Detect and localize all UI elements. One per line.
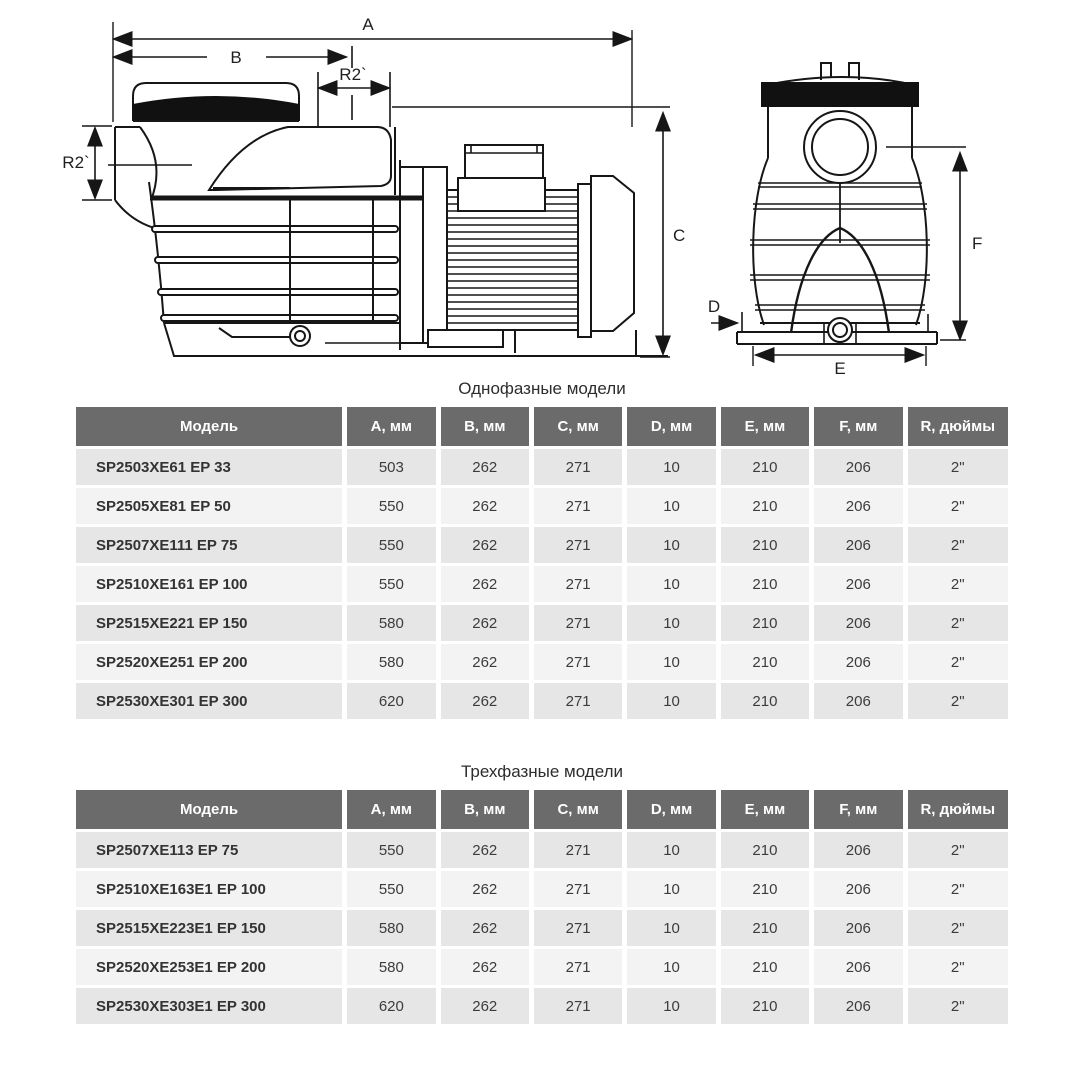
table-row	[76, 871, 1008, 907]
dimension-value-cell: 206	[814, 683, 902, 719]
dimension-value-cell: 206	[814, 871, 902, 907]
dimension-value-cell: 210	[721, 832, 809, 868]
model-name-cell: SP2507XE111 EP 75	[76, 527, 342, 563]
column-header: E, мм	[721, 407, 809, 446]
dimension-value-cell: 2"	[908, 949, 1008, 985]
dimension-value-cell: 2"	[908, 527, 1008, 563]
column-header: A, мм	[347, 790, 435, 829]
header-row	[76, 407, 1008, 446]
dimension-value-cell: 271	[534, 910, 622, 946]
dimension-value-cell: 10	[627, 605, 715, 641]
dimension-value-cell: 580	[347, 605, 435, 641]
dimension-value-cell: 206	[814, 910, 902, 946]
header-row	[76, 790, 1008, 829]
dimension-value-cell: 262	[441, 683, 529, 719]
dimension-value-cell: 2"	[908, 871, 1008, 907]
column-header: R, дюймы	[908, 407, 1008, 446]
column-header: B, мм	[441, 407, 529, 446]
dimension-value-cell: 262	[441, 910, 529, 946]
dimension-value-cell: 2"	[908, 832, 1008, 868]
dimension-value-cell: 210	[721, 644, 809, 680]
dimension-value-cell: 210	[721, 449, 809, 485]
dimension-value-cell: 2"	[908, 988, 1008, 1024]
dimension-value-cell: 262	[441, 488, 529, 524]
dimension-value-cell: 210	[721, 988, 809, 1024]
table-row	[76, 683, 1008, 719]
model-name-cell: SP2515XE221 EP 150	[76, 605, 342, 641]
model-name-cell: SP2510XE161 EP 100	[76, 566, 342, 602]
column-header: D, мм	[627, 407, 715, 446]
dimension-value-cell: 206	[814, 566, 902, 602]
dimension-value-cell: 271	[534, 683, 622, 719]
dimension-value-cell: 271	[534, 832, 622, 868]
dimension-value-cell: 2"	[908, 566, 1008, 602]
single-phase-table	[71, 404, 1013, 722]
dimension-value-cell: 271	[534, 871, 622, 907]
dimension-value-cell: 206	[814, 832, 902, 868]
column-header: R, дюймы	[908, 790, 1008, 829]
single-phase-title: Однофазные модели	[458, 379, 626, 398]
table-row	[76, 910, 1008, 946]
dimension-value-cell: 271	[534, 566, 622, 602]
dimension-value-cell: 206	[814, 449, 902, 485]
three-phase-section	[71, 761, 1013, 1027]
dimension-value-cell: 271	[534, 605, 622, 641]
column-header: E, мм	[721, 790, 809, 829]
dimension-value-cell: 10	[627, 988, 715, 1024]
model-name-cell: SP2507XE113 EP 75	[76, 832, 342, 868]
dimension-value-cell: 10	[627, 683, 715, 719]
dimension-value-cell: 210	[721, 871, 809, 907]
table-row	[76, 449, 1008, 485]
dimension-value-cell: 620	[347, 683, 435, 719]
dim-label-d: D	[707, 297, 721, 316]
dimension-value-cell: 2"	[908, 910, 1008, 946]
dimension-value-cell: 262	[441, 871, 529, 907]
model-name-cell: SP2515XE223E1 EP 150	[76, 910, 342, 946]
column-header: A, мм	[347, 407, 435, 446]
column-header: C, мм	[534, 790, 622, 829]
dimension-value-cell: 206	[814, 644, 902, 680]
dimension-value-cell: 262	[441, 832, 529, 868]
dimension-value-cell: 2"	[908, 644, 1008, 680]
dimension-value-cell: 262	[441, 949, 529, 985]
column-header: F, мм	[814, 407, 902, 446]
dimension-value-cell: 271	[534, 488, 622, 524]
table-row	[76, 988, 1008, 1024]
three-phase-title: Трехфазные модели	[460, 762, 624, 781]
model-name-cell: SP2520XE251 EP 200	[76, 644, 342, 680]
model-name-cell: SP2530XE301 EP 300	[76, 683, 342, 719]
dimension-value-cell: 262	[441, 988, 529, 1024]
three-phase-table	[71, 787, 1013, 1027]
model-name-cell: SP2510XE163E1 EP 100	[76, 871, 342, 907]
dimension-value-cell: 550	[347, 871, 435, 907]
pump-dimension-drawing	[0, 0, 1080, 378]
front-view-drawing	[711, 63, 966, 366]
dimension-value-cell: 210	[721, 605, 809, 641]
dimension-value-cell: 2"	[908, 605, 1008, 641]
dimension-value-cell: 503	[347, 449, 435, 485]
dimension-value-cell: 10	[627, 910, 715, 946]
column-header: Модель	[76, 407, 342, 446]
column-header: B, мм	[441, 790, 529, 829]
dimension-value-cell: 271	[534, 449, 622, 485]
table-row	[76, 832, 1008, 868]
dimension-value-cell: 10	[627, 566, 715, 602]
dimension-value-cell: 206	[814, 988, 902, 1024]
model-name-cell: SP2505XE81 EP 50	[76, 488, 342, 524]
dimension-value-cell: 580	[347, 644, 435, 680]
column-header: D, мм	[627, 790, 715, 829]
dimension-value-cell: 10	[627, 832, 715, 868]
dim-label-r2-left: R2`	[62, 153, 90, 172]
dimension-value-cell: 10	[627, 871, 715, 907]
model-name-cell: SP2520XE253E1 EP 200	[76, 949, 342, 985]
dimension-value-cell: 262	[441, 449, 529, 485]
dimension-value-cell: 620	[347, 988, 435, 1024]
dimension-value-cell: 271	[534, 527, 622, 563]
dimension-value-cell: 210	[721, 488, 809, 524]
dim-label-e: E	[834, 359, 846, 378]
table-row	[76, 644, 1008, 680]
table-row	[76, 488, 1008, 524]
dimension-value-cell: 206	[814, 527, 902, 563]
dimension-value-cell: 210	[721, 683, 809, 719]
dimension-value-cell: 262	[441, 527, 529, 563]
dim-label-r2-top: R2`	[339, 65, 367, 84]
dimension-value-cell: 10	[627, 449, 715, 485]
table-row	[76, 605, 1008, 641]
dimension-value-cell: 271	[534, 644, 622, 680]
dim-label-b: B	[230, 48, 242, 67]
dimension-value-cell: 580	[347, 910, 435, 946]
table-row	[76, 566, 1008, 602]
model-name-cell: SP2530XE303E1 EP 300	[76, 988, 342, 1024]
table-row	[76, 527, 1008, 563]
dimension-value-cell: 2"	[908, 683, 1008, 719]
dimension-value-cell: 262	[441, 566, 529, 602]
dimension-value-cell: 262	[441, 605, 529, 641]
dimension-value-cell: 550	[347, 566, 435, 602]
dimension-value-cell: 271	[534, 988, 622, 1024]
dimension-value-cell: 206	[814, 605, 902, 641]
dimension-value-cell: 271	[534, 949, 622, 985]
column-header: F, мм	[814, 790, 902, 829]
dimension-value-cell: 206	[814, 949, 902, 985]
dimension-value-cell: 206	[814, 488, 902, 524]
dimension-value-cell: 210	[721, 566, 809, 602]
dimension-value-cell: 262	[441, 644, 529, 680]
dimension-value-cell: 210	[721, 949, 809, 985]
column-header: C, мм	[534, 407, 622, 446]
model-name-cell: SP2503XE61 EP 33	[76, 449, 342, 485]
dim-label-f: F	[972, 234, 983, 253]
single-phase-section	[71, 378, 1013, 722]
table-row	[76, 949, 1008, 985]
dimension-value-cell: 2"	[908, 449, 1008, 485]
dimension-value-cell: 10	[627, 949, 715, 985]
dimension-value-cell: 580	[347, 949, 435, 985]
dimension-value-cell: 550	[347, 488, 435, 524]
dim-label-a: A	[362, 15, 374, 34]
dimension-value-cell: 550	[347, 527, 435, 563]
dim-label-c: C	[673, 226, 686, 245]
dimension-value-cell: 210	[721, 910, 809, 946]
dimension-value-cell: 210	[721, 527, 809, 563]
column-header: Модель	[76, 790, 342, 829]
dimension-value-cell: 10	[627, 644, 715, 680]
dimension-value-cell: 2"	[908, 488, 1008, 524]
side-view-drawing	[82, 22, 670, 357]
dimension-value-cell: 10	[627, 527, 715, 563]
dimension-value-cell: 10	[627, 488, 715, 524]
dimension-value-cell: 550	[347, 832, 435, 868]
